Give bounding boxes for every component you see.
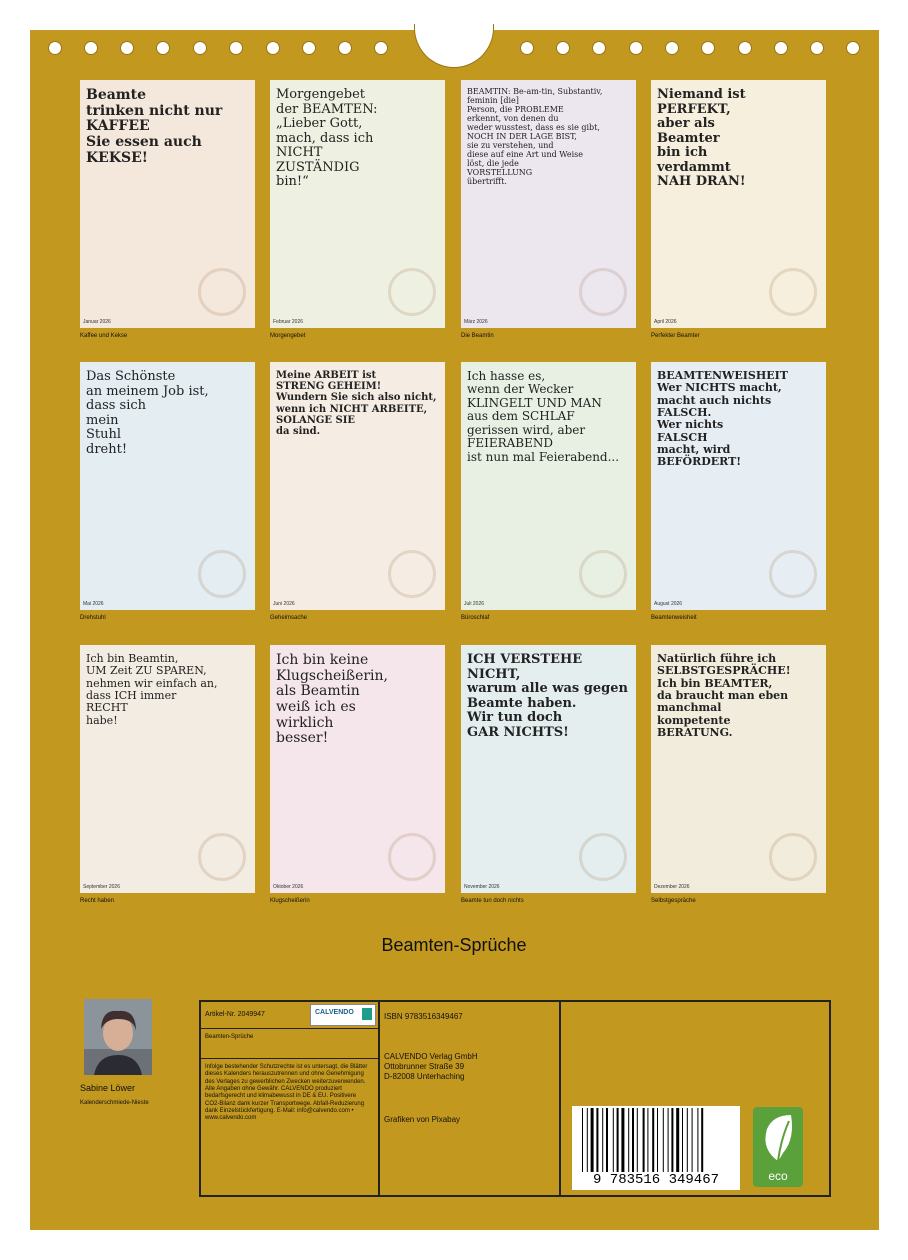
month-caption: Morgengebet bbox=[270, 333, 306, 339]
binding-hole bbox=[229, 41, 243, 55]
barcode-bar bbox=[647, 1108, 648, 1172]
month-label: Juli 2026 bbox=[464, 601, 485, 607]
legal-notice: Infolge bestehender Schutzrechte ist es untersagt, die Blätter dieses Kalenders herauszutrennen und ohne Genehmigung des Verlages zu gewerblichen Zwecken weiterzuverwenden. Alle Angaben ohne Gewähr. CALVENDO produziert bedarfsgerecht und klimabewusst in DE & EU. Positivere CO2-Bilanz dank kurzer Transportwege. Abfall-Reduzierung dank Einzelstückfertigung. E-Mail: info@calvendo.com • www.calvendo.com bbox=[205, 1064, 368, 1122]
barcode-bar bbox=[663, 1108, 664, 1172]
coffee-stain bbox=[579, 833, 627, 881]
coffee-stain bbox=[769, 268, 817, 316]
month-tile bbox=[80, 362, 255, 610]
month-label: November 2026 bbox=[464, 884, 500, 890]
month-caption: Beamtenweisheit bbox=[651, 615, 697, 621]
binding-hole bbox=[520, 41, 534, 55]
quote-text: Ich hasse es, wenn der Wecker KLINGELT UND MAN aus dem SCHLAF gerissen wird, aber FEIERABEND ist nun mal Feierabend... bbox=[467, 369, 620, 464]
month-tile bbox=[270, 362, 445, 610]
month-caption: Perfekter Beamter bbox=[651, 333, 700, 339]
barcode-bar bbox=[652, 1108, 654, 1172]
barcode-bar bbox=[632, 1108, 634, 1172]
binding-hole bbox=[738, 41, 752, 55]
barcode-bar bbox=[613, 1108, 614, 1172]
barcode-bar bbox=[657, 1108, 658, 1172]
calendar-title: Beamten-Sprüche bbox=[381, 935, 527, 955]
binding-hole bbox=[338, 41, 352, 55]
barcode-bar bbox=[668, 1108, 669, 1172]
month-label: August 2026 bbox=[654, 601, 683, 607]
barcode-bar bbox=[621, 1108, 624, 1172]
month-caption: Die Beamtin bbox=[461, 333, 494, 339]
binding-hole bbox=[266, 41, 280, 55]
month-label: Oktober 2026 bbox=[273, 884, 304, 890]
binding-hole bbox=[701, 41, 715, 55]
month-tile bbox=[651, 80, 826, 328]
barcode-bar bbox=[701, 1108, 703, 1172]
leaf-icon bbox=[753, 1109, 803, 1169]
divider bbox=[199, 1028, 380, 1029]
barcode-bar bbox=[682, 1108, 683, 1172]
coffee-stain bbox=[198, 550, 246, 598]
month-caption: Beamte tun doch nichts bbox=[461, 898, 524, 904]
binding-hole bbox=[556, 41, 570, 55]
month-tile bbox=[651, 645, 826, 893]
calvendo-logo-mark bbox=[362, 1008, 372, 1020]
binding-hole bbox=[193, 41, 207, 55]
binding-hole bbox=[374, 41, 388, 55]
binding-hole bbox=[810, 41, 824, 55]
binding-hole bbox=[665, 41, 679, 55]
quote-text: Natürlich führe ich SELBSTGESPRÄCHE! Ich bin BEAMTER, da braucht man eben manchmal kompetente BERATUNG. bbox=[657, 652, 791, 739]
author-studio: Kalenderschmiede-Nieste bbox=[80, 1100, 149, 1106]
month-label: Februar 2026 bbox=[273, 319, 304, 325]
coffee-stain bbox=[198, 833, 246, 881]
quote-text: Ich bin Beamtin, UM Zeit ZU SPAREN, nehmen wir einfach an, dass ICH immer RECHT habe! bbox=[86, 652, 218, 727]
barcode-bar bbox=[587, 1108, 588, 1172]
barcode-bar bbox=[643, 1108, 645, 1172]
graphics-credit: Grafiken von Pixabay bbox=[384, 1115, 461, 1124]
quote-text: ICH VERSTEHE NICHT, warum alle was gegen Beamte haben. Wir tun doch GAR NICHTS! bbox=[467, 652, 628, 740]
quote-text: BEAMTENWEISHEIT Wer NICHTS macht, macht auch nichts FALSCH. Wer nichts FALSCH macht, wird BEFÖRDERT! bbox=[657, 369, 788, 469]
coffee-stain bbox=[388, 833, 436, 881]
barcode-bar bbox=[617, 1108, 619, 1172]
binding-hole bbox=[156, 41, 170, 55]
barcode-number: 9 783516 349467 bbox=[592, 1172, 720, 1188]
month-label: Dezember 2026 bbox=[654, 884, 690, 890]
month-tile bbox=[461, 645, 636, 893]
month-caption: Recht haben bbox=[80, 898, 115, 904]
calvendo-logo-text: CALVENDO bbox=[315, 1009, 354, 1016]
barcode-bar bbox=[628, 1108, 629, 1172]
barcode-bar bbox=[687, 1108, 688, 1172]
month-tile bbox=[461, 80, 636, 328]
quote-text: BEAMTIN: Be-am-tin, Substantiv, feminin [die] Person, die PROBLEME erkennt, von denen du weder wusstest, dass es sie gibt, NOCH IN DER LAGE BIST, sie zu verstehen, und diese auf eine Art und Weise löst, die jede VORSTELLUNG übertrifft. bbox=[467, 87, 603, 186]
coffee-stain bbox=[388, 550, 436, 598]
month-label: Januar 2026 bbox=[83, 319, 111, 325]
info-box-middle bbox=[378, 1000, 561, 1197]
barcode-bar bbox=[671, 1108, 673, 1172]
binding-hole bbox=[302, 41, 316, 55]
binding-hole bbox=[48, 41, 62, 55]
month-caption: Geheimsache bbox=[270, 615, 308, 621]
eco-badge bbox=[753, 1107, 803, 1187]
month-tile bbox=[270, 80, 445, 328]
month-tile bbox=[270, 645, 445, 893]
month-tile bbox=[651, 362, 826, 610]
quote-text: Niemand ist PERFEKT, aber als Beamter bin ich verdammt NAH DRAN! bbox=[657, 87, 746, 190]
month-tile bbox=[461, 362, 636, 610]
coffee-stain bbox=[769, 550, 817, 598]
coffee-stain bbox=[769, 833, 817, 881]
month-caption: Selbstgespräche bbox=[651, 898, 696, 904]
publisher-line-3: D-82008 Unterhaching bbox=[384, 1072, 465, 1081]
month-caption: Drehstuhl bbox=[80, 615, 106, 621]
barcode-bar bbox=[602, 1108, 603, 1172]
author-photo bbox=[84, 999, 152, 1075]
coffee-stain bbox=[579, 550, 627, 598]
barcode-bar bbox=[582, 1108, 583, 1172]
barcode-bar bbox=[606, 1108, 608, 1172]
month-caption: Klugscheißerin bbox=[270, 898, 310, 904]
coffee-stain bbox=[579, 268, 627, 316]
month-caption: Kaffee und Kekse bbox=[80, 333, 128, 339]
publisher-line-1: CALVENDO Verlag GmbH bbox=[384, 1052, 478, 1061]
month-label: März 2026 bbox=[464, 319, 488, 325]
month-tile bbox=[80, 645, 255, 893]
quote-text: Morgengebet der BEAMTEN: „Lieber Gott, mach, dass ich NICHT ZUSTÄNDIG bin!“ bbox=[276, 87, 378, 190]
calvendo-logo bbox=[310, 1004, 376, 1026]
barcode-bar bbox=[692, 1108, 693, 1172]
month-label: April 2026 bbox=[654, 319, 677, 325]
coffee-stain bbox=[388, 268, 436, 316]
binding-hole bbox=[629, 41, 643, 55]
quote-text: Beamte trinken nicht nur KAFFEE Sie essen auch KEKSE! bbox=[86, 87, 223, 166]
product-title: Beamten-Sprüche bbox=[205, 1034, 254, 1040]
barcode-bar bbox=[637, 1108, 638, 1172]
binding-hole bbox=[120, 41, 134, 55]
barcode-bar bbox=[676, 1108, 679, 1172]
month-label: Juni 2026 bbox=[273, 601, 295, 607]
divider bbox=[199, 1058, 380, 1059]
article-number: Artikel-Nr. 2049947 bbox=[205, 1011, 265, 1018]
month-tile bbox=[80, 80, 255, 328]
barcode-bar bbox=[596, 1108, 598, 1172]
month-caption: Büroschlaf bbox=[461, 615, 490, 621]
barcode bbox=[572, 1106, 740, 1190]
barcode-bar bbox=[591, 1108, 594, 1172]
barcode-bar bbox=[697, 1108, 698, 1172]
month-label: September 2026 bbox=[83, 884, 120, 890]
month-label: Mai 2026 bbox=[83, 601, 104, 607]
coffee-stain bbox=[198, 268, 246, 316]
quote-text: Das Schönste an meinem Job ist, dass sich mein Stuhl dreht! bbox=[86, 369, 209, 457]
eco-label: eco bbox=[768, 1169, 788, 1183]
binding-hole bbox=[592, 41, 606, 55]
binding-hole bbox=[774, 41, 788, 55]
quote-text: Meine ARBEIT ist STRENG GEHEIM! Wundern Sie sich also nicht, wenn ich NICHT ARBEITE, SOLANGE SIE da sind. bbox=[276, 370, 437, 437]
author-name: Sabine Löwer bbox=[80, 1083, 136, 1093]
binding-hole bbox=[84, 41, 98, 55]
binding-hole bbox=[846, 41, 860, 55]
quote-text: Ich bin keine Klugscheißerin, als Beamtin weiß ich es wirklich besser! bbox=[276, 652, 388, 747]
publisher-line-2: Ottobrunner Straße 39 bbox=[384, 1062, 465, 1071]
isbn: ISBN 9783516349467 bbox=[384, 1012, 463, 1021]
